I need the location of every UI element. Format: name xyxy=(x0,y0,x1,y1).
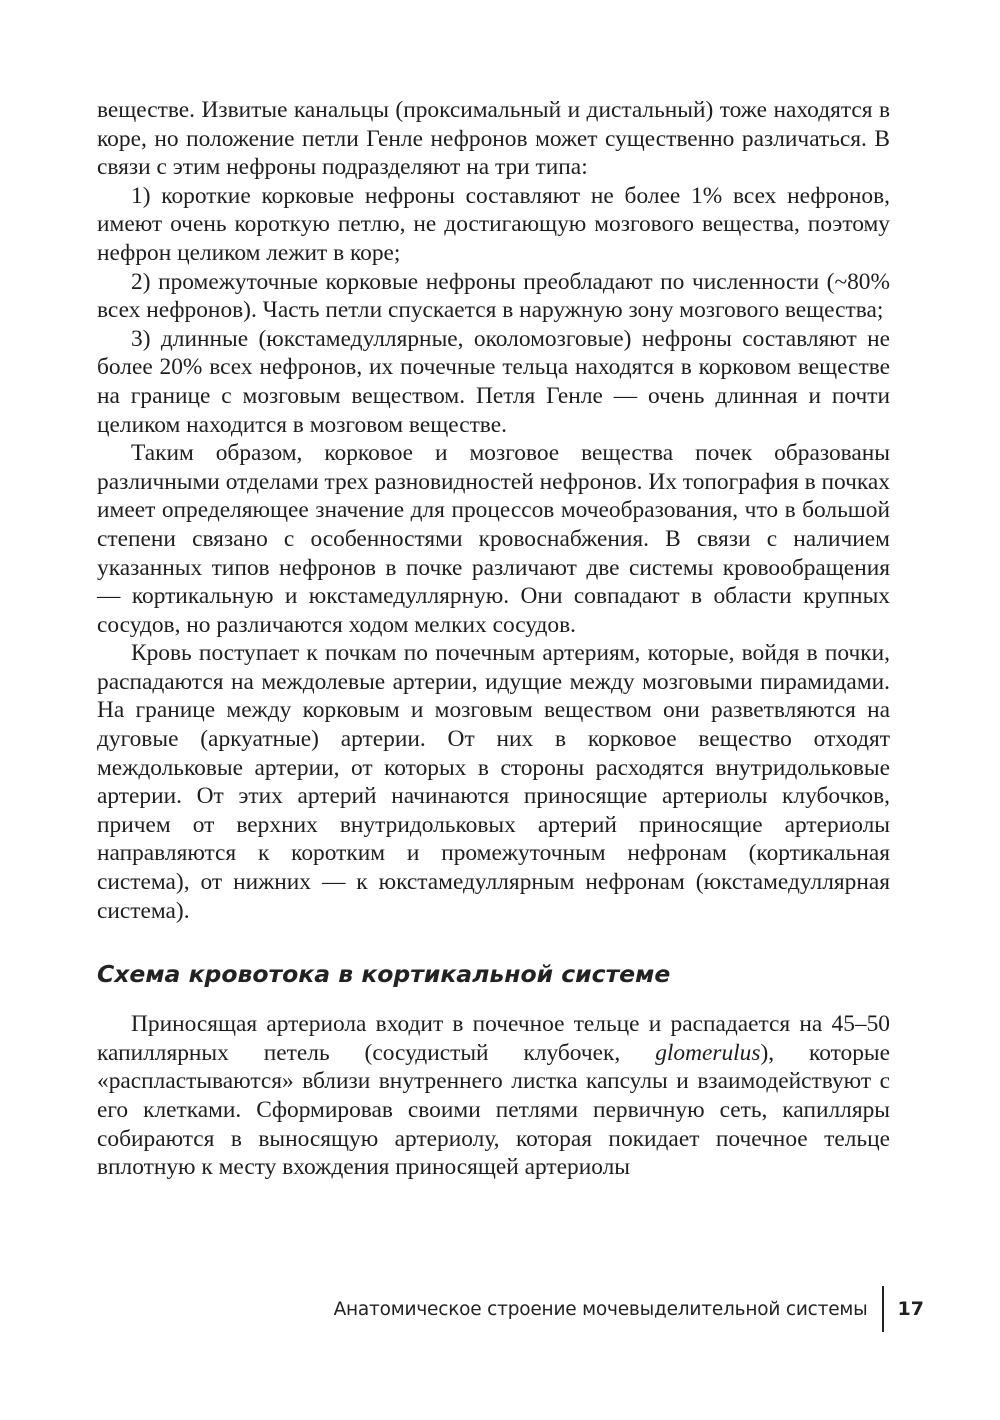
list-item-long-nephrons: 3) длинные (юкстамедуллярные, околомозговые) нефроны составляют не более 20% всех нефронов, их почечные тельца находятся в корковом веществе на границе с мозговым веществом. Петля Генле — очень длинная и почти целиком находится в мозговом веществе. xyxy=(97,325,890,438)
latin-term: glomerulus xyxy=(655,1039,761,1066)
paragraph-text-end: ), которые «распластываются» вблизи внутреннего листка капсулы и взаимодействуют с его клетками. Сформировав своими петлями первичную сеть, капилляры собираются в выносящую артериолу, которая покидает почечное тельце вплотную к месту вхождения приносящей артериолы xyxy=(97,1039,891,1181)
paragraph-continuation: веществе. Извитые канальцы (проксимальный и дистальный) тоже находятся в коре, но положение петли Генле нефронов может существенно различаться. В связи с этим нефроны подразделяют на три типа: xyxy=(97,97,890,181)
paragraph-topography: Таким образом, корковое и мозговое вещества почек образованы различными отделами трех разновидностей нефронов. Их топография в почках имеет определяющее значение для процессов мочеобразования, что в большой степени связано с особенностями кровоснабжения. В связи с наличием указанных типов нефронов в почке различают две системы кровообращения — кортикальную и юкстамедуллярную. Они совпадают в области крупных сосудов, но различаются ходом мелких сосудов. xyxy=(97,440,890,638)
paragraph-text-start: Приносящая артериола входит в почечное тельце и распадается на 45–50 капиллярных петель (сосудистый клубочек, xyxy=(97,1011,890,1066)
running-footer xyxy=(97,1286,924,1332)
list-item-short-nephrons: 1) короткие корковые нефроны составляют не более 1% всех нефронов, имеют очень короткую петлю, не достигающую мозгового вещества, поэтому нефрон целиком лежит в коре; xyxy=(97,182,890,266)
list-item-intermediate-nephrons: 2) промежуточные корковые нефроны преобладают по численности (~80% всех нефронов). Часть петли спускается в наружную зону мозгового вещества; xyxy=(97,268,890,324)
paragraph-blood-supply: Кровь поступает к почкам по почечным артериям, которые, войдя в почки, распадаются на междолевые артерии, идущие между мозговыми пирамидами. На границе между корковым и мозговым веществом они разветвляются на дуговые (аркуатные) артерии. От них в корковое вещество отходят междольковые артерии, от которых в стороны расходятся внутридольковые артерии. От этих артерий начинаются приносящие артериолы клубочков, причем от верхних внутридольковых артерий приносящие артериолы направляются к коротким и промежуточным нефронам (кортикальная система), от нижних — к юкстамедуллярным нефронам (юкстамедуллярная система). xyxy=(97,640,890,924)
paragraph-afferent-arteriole xyxy=(97,1010,890,1182)
section-heading: Схема кровотока в кортикальной системе xyxy=(97,960,671,989)
page-body xyxy=(97,96,890,1182)
footer-chapter-title: Анатомическое строение мочевыделительной системы xyxy=(333,1298,868,1320)
page-number: 17 xyxy=(897,1298,924,1320)
